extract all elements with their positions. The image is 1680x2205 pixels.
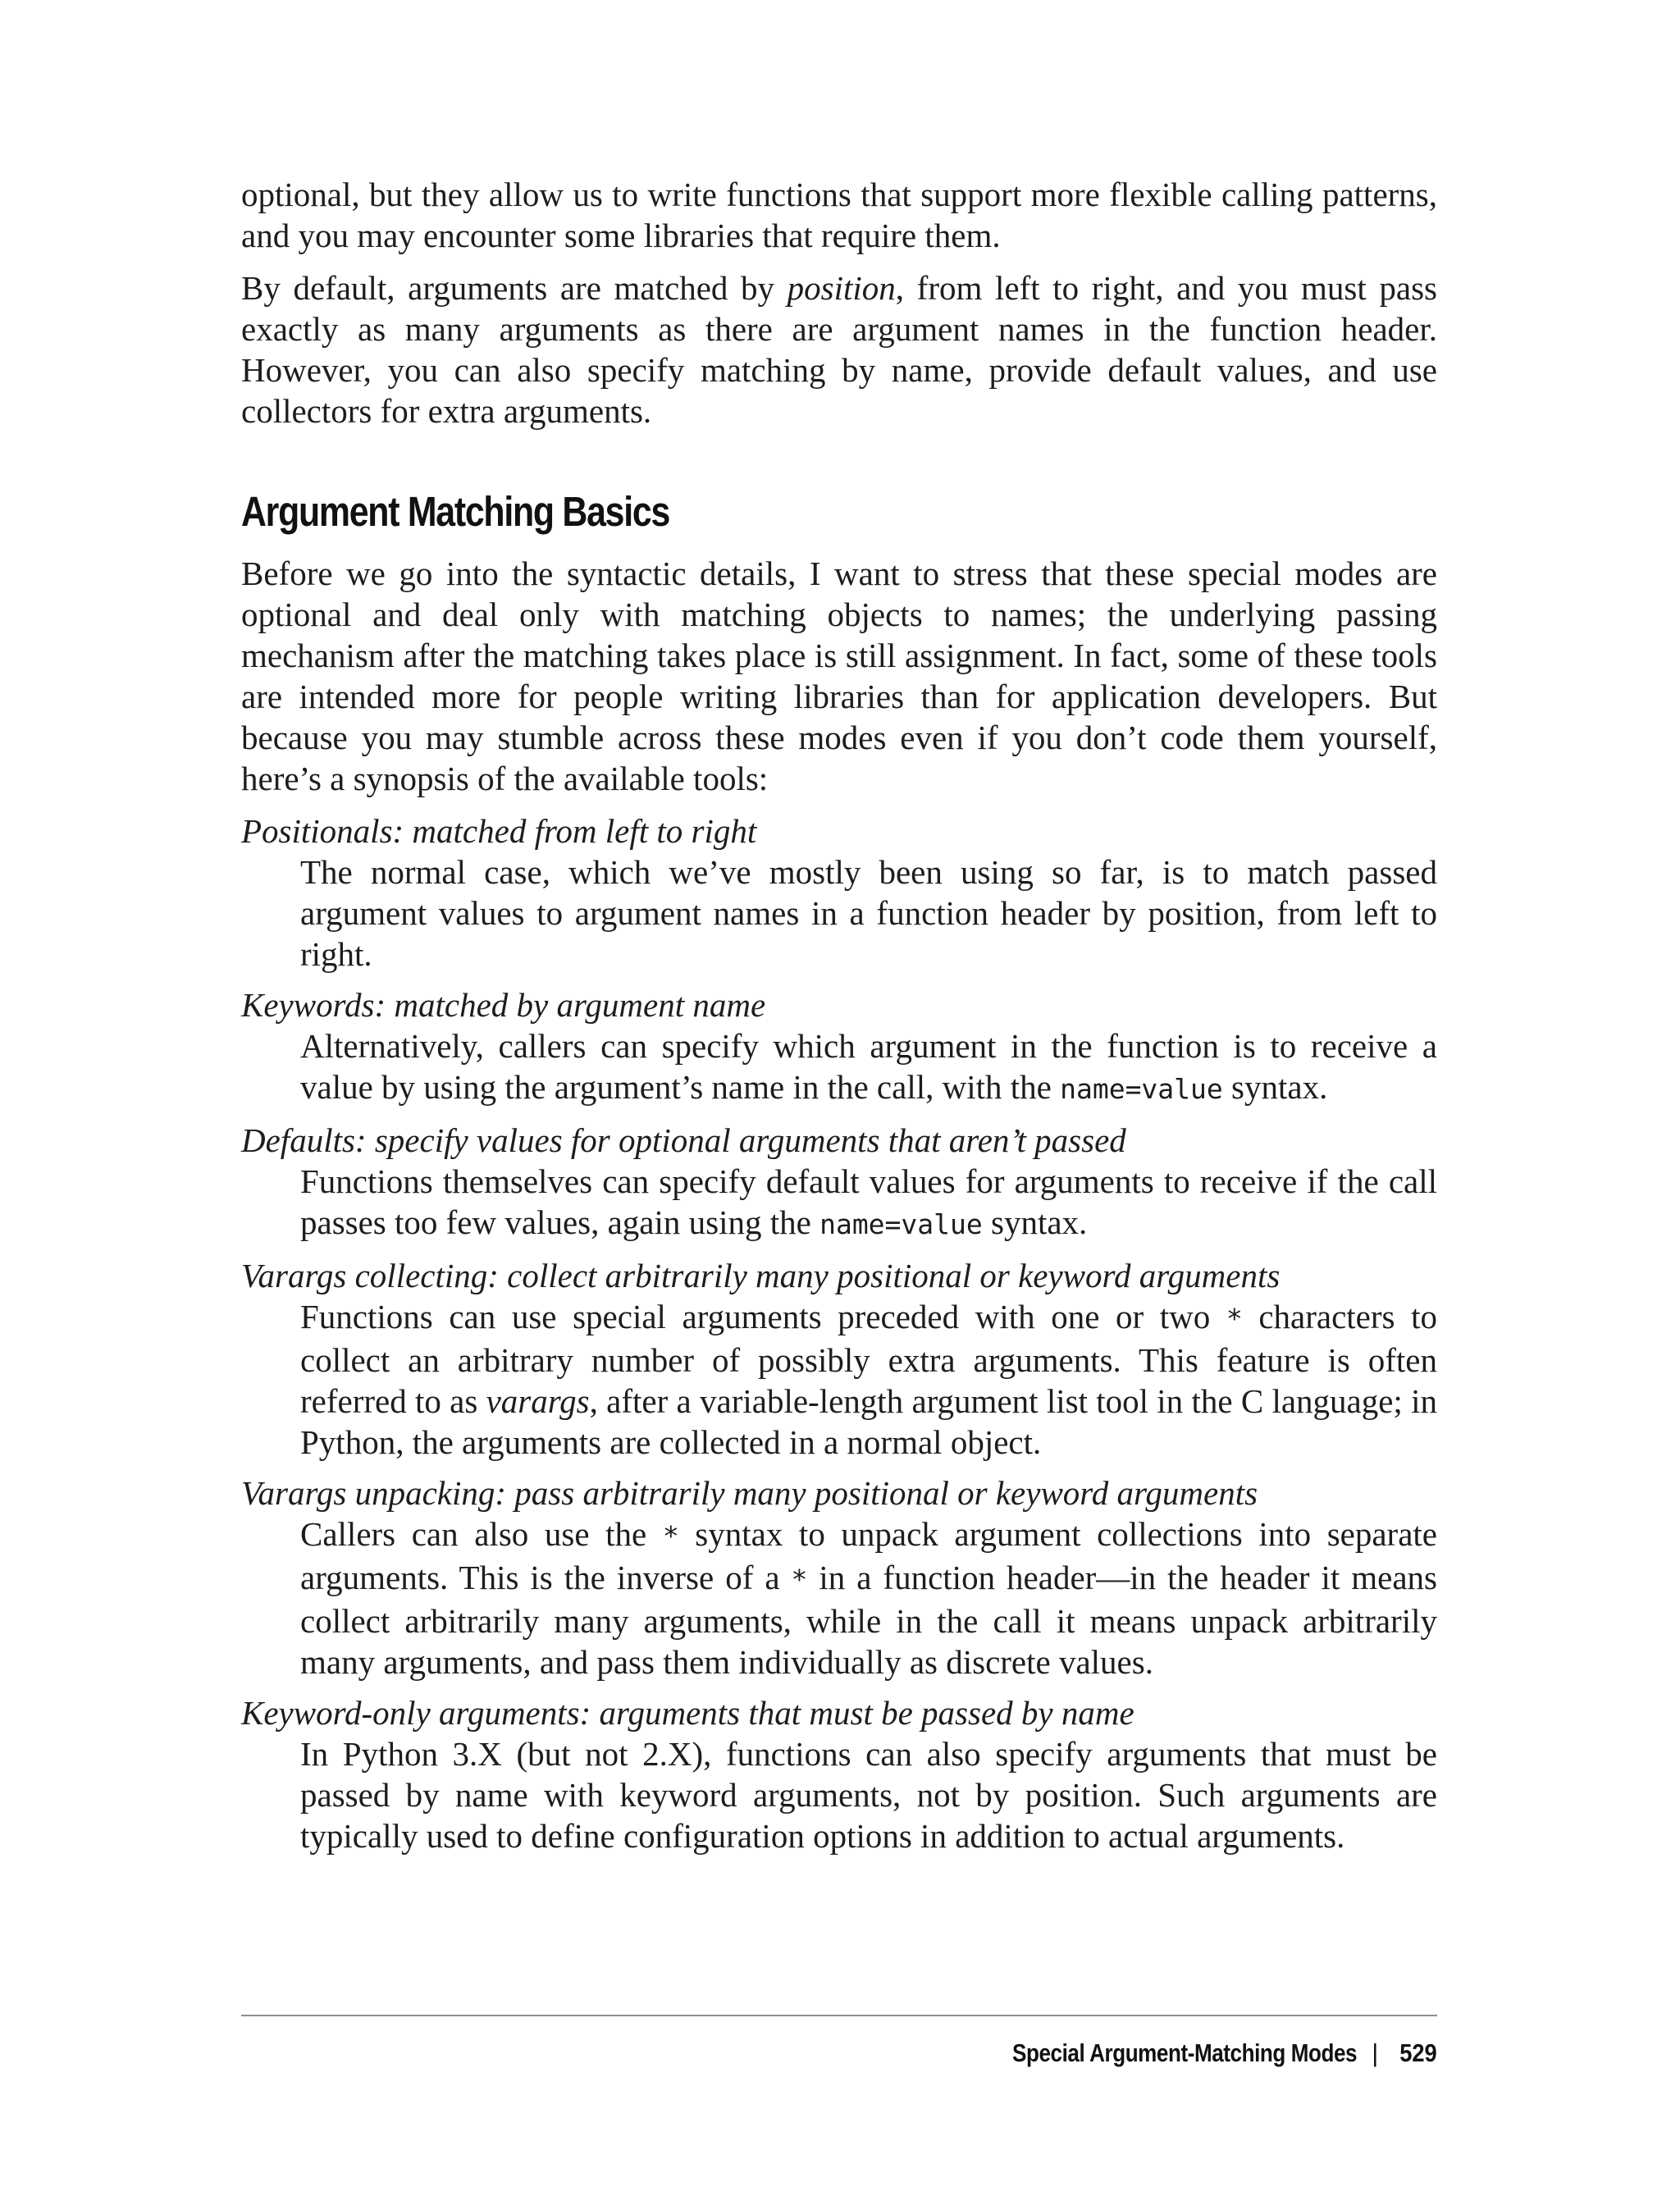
term-positionals: Positionals: matched from left to right [241, 812, 757, 850]
code-name-value: name=value [819, 1208, 983, 1240]
intro-text-2b: , from left to right, and you must pass exactly as many arguments as there are argument names in the function header. However, you can also specify matching by name, provide default values, and use collectors for extra arguments. [241, 269, 1437, 430]
intro-paragraph-2 [241, 267, 1437, 431]
code-name-value: name=value [1060, 1073, 1223, 1105]
desc-varargs-collecting [300, 1296, 1437, 1463]
desc-varargs-collecting-text-b: characters to collect an arbitrary number of possibly extra arguments. This feature is often referred to as [300, 1298, 1437, 1420]
intro-paragraph-1 [241, 174, 1437, 256]
desc-keywords-text-b: syntax. [1222, 1068, 1328, 1106]
desc-varargs-unpacking-text-c: in a function header—in the header it means collect arbitrarily many arguments, while in the call it means unpack arbitrarily many arguments, and pass them individually as discrete values. [300, 1559, 1437, 1681]
term-keyword-only: Keyword-only arguments: arguments that must be passed by name [241, 1694, 1134, 1732]
footer-divider [241, 2015, 1437, 2016]
page-number: 529 [1399, 2038, 1437, 2067]
desc-positionals [300, 851, 1437, 975]
section-text: Before we go into the syntactic details, I want to stress that these special modes are optional and deal only with matching objects to names; the underlying passing mechanism after the matching takes place is still assignment. In fact, some of these tools are intended more for people writing libraries than for application developers. But because you may stumble across these modes even if you don’t code them yourself, here’s a synopsis of the available tools: [241, 555, 1437, 797]
section-heading: Argument Matching Basics [241, 488, 670, 535]
intro-text-2a: By default, arguments are matched by [241, 269, 788, 307]
definition-list [241, 810, 1437, 1856]
intro-text-1: optional, but they allow us to write functions that support more flexible calling patterns, and you may encounter some libraries that require them. [241, 176, 1437, 254]
desc-keywords-text-a: Alternatively, callers can specify which argument in the function is to receive a value by using the argument’s name in the call, with the [300, 1027, 1437, 1106]
desc-defaults [300, 1161, 1437, 1245]
page-footer [241, 2033, 1437, 2074]
desc-keyword-only-text: In Python 3.X (but not 2.X), functions can also specify arguments that must be passed by name with keyword arguments, not by position. Such arguments are typically used to define configuration options in addition to actual arguments. [300, 1735, 1437, 1855]
desc-positionals-text: The normal case, which we’ve mostly been using so far, is to match passed argument values to argument names in a function header by position, from left to right. [300, 853, 1437, 973]
desc-varargs-unpacking-text-b: syntax to unpack argument collections into separate arguments. This is the inverse of a [300, 1515, 1437, 1596]
position-emphasis: position [787, 269, 896, 307]
desc-defaults-text-b: syntax. [982, 1203, 1088, 1241]
footer-section-title: Special Argument-Matching Modes [1012, 2038, 1358, 2067]
code-star: * [662, 1520, 679, 1552]
varargs-emphasis: varargs [486, 1382, 590, 1420]
desc-varargs-unpacking [300, 1513, 1437, 1682]
desc-varargs-collecting-text-a: Functions can use special arguments preceded with one or two [300, 1298, 1226, 1335]
desc-defaults-text-a: Functions themselves can specify default values for arguments to receive if the call passes too few values, again using the [300, 1162, 1437, 1241]
term-keywords: Keywords: matched by argument name [241, 986, 766, 1024]
term-varargs-collecting: Varargs collecting: collect arbitrarily many positional or keyword arguments [241, 1257, 1281, 1294]
footer-separator: | [1372, 2038, 1379, 2067]
term-varargs-unpacking: Varargs unpacking: pass arbitrarily many positional or keyword arguments [241, 1474, 1258, 1512]
term-defaults: Defaults: specify values for optional arguments that aren’t passed [241, 1121, 1126, 1159]
desc-varargs-unpacking-text-a: Callers can also use the [300, 1515, 663, 1553]
desc-keywords [300, 1025, 1437, 1110]
page-content [241, 174, 1437, 1866]
desc-varargs-collecting-text-c: , after a variable-length argument list tool in the C language; in Python, the arguments are collected in a normal object. [300, 1382, 1437, 1461]
code-star: * [1226, 1303, 1243, 1335]
desc-keyword-only [300, 1733, 1437, 1856]
section-paragraph [241, 553, 1437, 799]
code-star: * [791, 1564, 808, 1596]
